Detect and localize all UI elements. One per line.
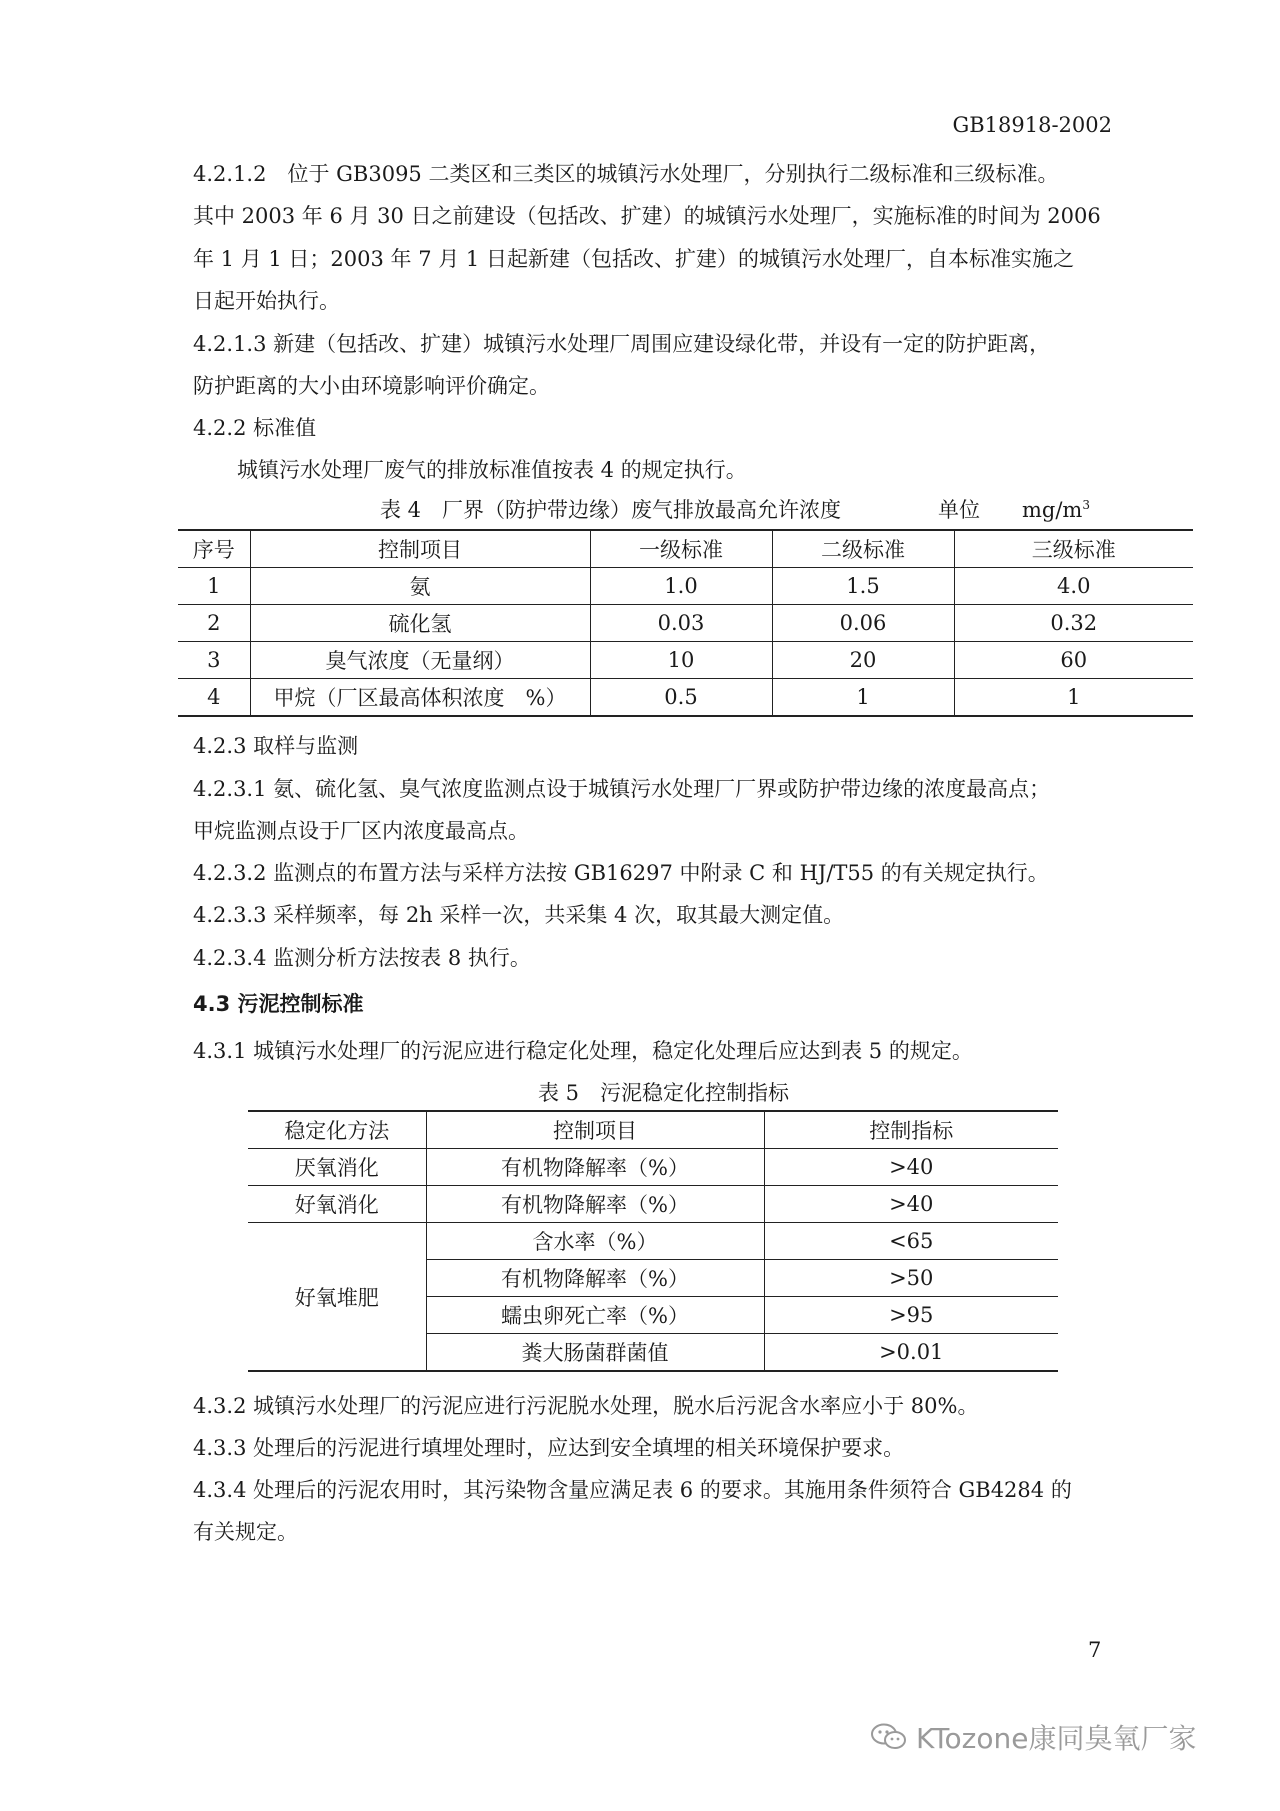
table-cell: >40 — [764, 1186, 1058, 1223]
table-cell: >0.01 — [764, 1334, 1058, 1372]
table-cell: 0.5 — [590, 679, 772, 717]
table5-caption: 表 5 污泥稳定化控制指标 — [538, 1081, 790, 1105]
table4-header: 二级标准 — [772, 530, 954, 568]
table5-header: 控制项目 — [426, 1111, 764, 1149]
table-cell: 60 — [954, 642, 1193, 679]
table-cell: 含水率（%） — [426, 1223, 764, 1260]
clause-4-3-4-line2: 有关规定。 — [193, 1520, 298, 1544]
clause-4-3-4-line1: 4.3.4 处理后的污泥农用时，其污染物含量应满足表 6 的要求。其施用条件须符合 GB4284 的 — [193, 1478, 1072, 1502]
table4-header: 一级标准 — [590, 530, 772, 568]
table-cell: 厌氧消化 — [248, 1149, 426, 1186]
clause-4-2-3-2: 4.2.3.2 监测点的布置方法与采样方法按 GB16297 中附录 C 和 HJ/T55 的有关规定执行。 — [193, 861, 1049, 885]
table4-header: 三级标准 — [954, 530, 1193, 568]
table-cell: 粪大肠菌群菌值 — [426, 1334, 764, 1372]
table-cell: 1 — [178, 568, 250, 605]
table-row — [248, 1223, 1058, 1260]
table4-caption: 表 4 厂界（防护带边缘）废气排放最高允许浓度 — [380, 498, 842, 522]
clause-4-2-1-2-line4: 日起开始执行。 — [193, 289, 340, 313]
table-cell-merged: 好氧堆肥 — [248, 1223, 426, 1372]
clause-4-2-1-2-line3: 年 1 月 1 日；2003 年 7 月 1 日起新建（包括改、扩建）的城镇污水处理厂，自本标准实施之 — [193, 247, 1074, 271]
clause-4-3-3: 4.3.3 处理后的污泥进行填埋处理时，应达到安全填埋的相关环境保护要求。 — [193, 1436, 905, 1460]
table5-header: 稳定化方法 — [248, 1111, 426, 1149]
table4-unit — [938, 494, 1090, 524]
table-cell: 0.03 — [590, 605, 772, 642]
table-cell: 4.0 — [954, 568, 1193, 605]
table4-unit-label: 单位 — [938, 498, 980, 522]
table5-header: 控制指标 — [764, 1111, 1058, 1149]
clause-4-2-3-1-line1: 4.2.3.1 氨、硫化氢、臭气浓度监测点设于城镇污水处理厂厂界或防护带边缘的浓度最高点； — [193, 777, 1051, 801]
table-row — [178, 605, 1193, 642]
table-cell: 0.32 — [954, 605, 1193, 642]
table4 — [178, 529, 1193, 717]
table-cell: >50 — [764, 1260, 1058, 1297]
document-code: GB18918-2002 — [952, 113, 1112, 137]
watermark — [870, 1717, 1196, 1757]
table-cell: 1.0 — [590, 568, 772, 605]
table4-unit-sup: 3 — [1082, 498, 1090, 512]
table-cell: 1 — [954, 679, 1193, 717]
watermark-text: KTozone康同臭氧厂家 — [916, 1722, 1197, 1755]
clause-4-3-1: 4.3.1 城镇污水处理厂的污泥应进行稳定化处理，稳定化处理后应达到表 5 的规定。 — [193, 1039, 973, 1063]
section-4-3-heading: 4.3 污泥控制标准 — [193, 992, 364, 1016]
table-cell: 20 — [772, 642, 954, 679]
table-cell: 氨 — [250, 568, 590, 605]
clause-4-2-3-4: 4.2.3.4 监测分析方法按表 8 执行。 — [193, 946, 531, 970]
table-row — [248, 1186, 1058, 1223]
table-cell: 有机物降解率（%） — [426, 1149, 764, 1186]
table-cell: >95 — [764, 1297, 1058, 1334]
table-row — [248, 1149, 1058, 1186]
table-row — [178, 642, 1193, 679]
table-row — [178, 679, 1193, 717]
table4-header: 序号 — [178, 530, 250, 568]
table4-header-row — [178, 530, 1193, 568]
table4-header: 控制项目 — [250, 530, 590, 568]
table-cell: 1 — [772, 679, 954, 717]
table4-unit-value: mg/m — [1022, 498, 1083, 522]
clause-4-2-3-3: 4.2.3.3 采样频率，每 2h 采样一次，共采集 4 次，取其最大测定值。 — [193, 903, 845, 927]
clause-4-2-1-3-line1: 4.2.1.3 新建（包括改、扩建）城镇污水处理厂周围应建设绿化带，并设有一定的防护距离， — [193, 332, 1051, 356]
table5 — [248, 1110, 1058, 1372]
table-cell: >40 — [764, 1149, 1058, 1186]
table-row — [178, 568, 1193, 605]
clause-4-2-1-3-line2: 防护距离的大小由环境影响评价确定。 — [193, 374, 550, 398]
clause-4-2-2-body: 城镇污水处理厂废气的排放标准值按表 4 的规定执行。 — [237, 458, 747, 482]
clause-4-3-2: 4.3.2 城镇污水处理厂的污泥应进行污泥脱水处理，脱水后污泥含水率应小于 80%。 — [193, 1394, 979, 1418]
clause-4-2-3-1-line2: 甲烷监测点设于厂区内浓度最高点。 — [193, 819, 529, 843]
table-cell: 2 — [178, 605, 250, 642]
wechat-icon — [870, 1722, 908, 1752]
table-cell: 好氧消化 — [248, 1186, 426, 1223]
table-cell: 10 — [590, 642, 772, 679]
table5-header-row — [248, 1111, 1058, 1149]
table-cell: 有机物降解率（%） — [426, 1260, 764, 1297]
clause-4-2-3-heading: 4.2.3 取样与监测 — [193, 734, 359, 758]
table-cell: 1.5 — [772, 568, 954, 605]
table-cell: 4 — [178, 679, 250, 717]
table-cell: <65 — [764, 1223, 1058, 1260]
clause-4-2-1-2-line2: 其中 2003 年 6 月 30 日之前建设（包括改、扩建）的城镇污水处理厂，实施标准的时间为 2006 — [193, 204, 1101, 228]
table-cell: 0.06 — [772, 605, 954, 642]
table-cell: 硫化氢 — [250, 605, 590, 642]
table-cell: 蠕虫卵死亡率（%） — [426, 1297, 764, 1334]
table-cell: 有机物降解率（%） — [426, 1186, 764, 1223]
clause-4-2-1-2-line1: 4.2.1.2 位于 GB3095 二类区和三类区的城镇污水处理厂，分别执行二级标准和三级标准。 — [193, 162, 1059, 186]
page-number: 7 — [1088, 1638, 1102, 1662]
table-cell: 甲烷（厂区最高体积浓度 %） — [250, 679, 590, 717]
table-cell: 3 — [178, 642, 250, 679]
clause-4-2-2-heading: 4.2.2 标准值 — [193, 416, 317, 440]
table-cell: 臭气浓度（无量纲） — [250, 642, 590, 679]
